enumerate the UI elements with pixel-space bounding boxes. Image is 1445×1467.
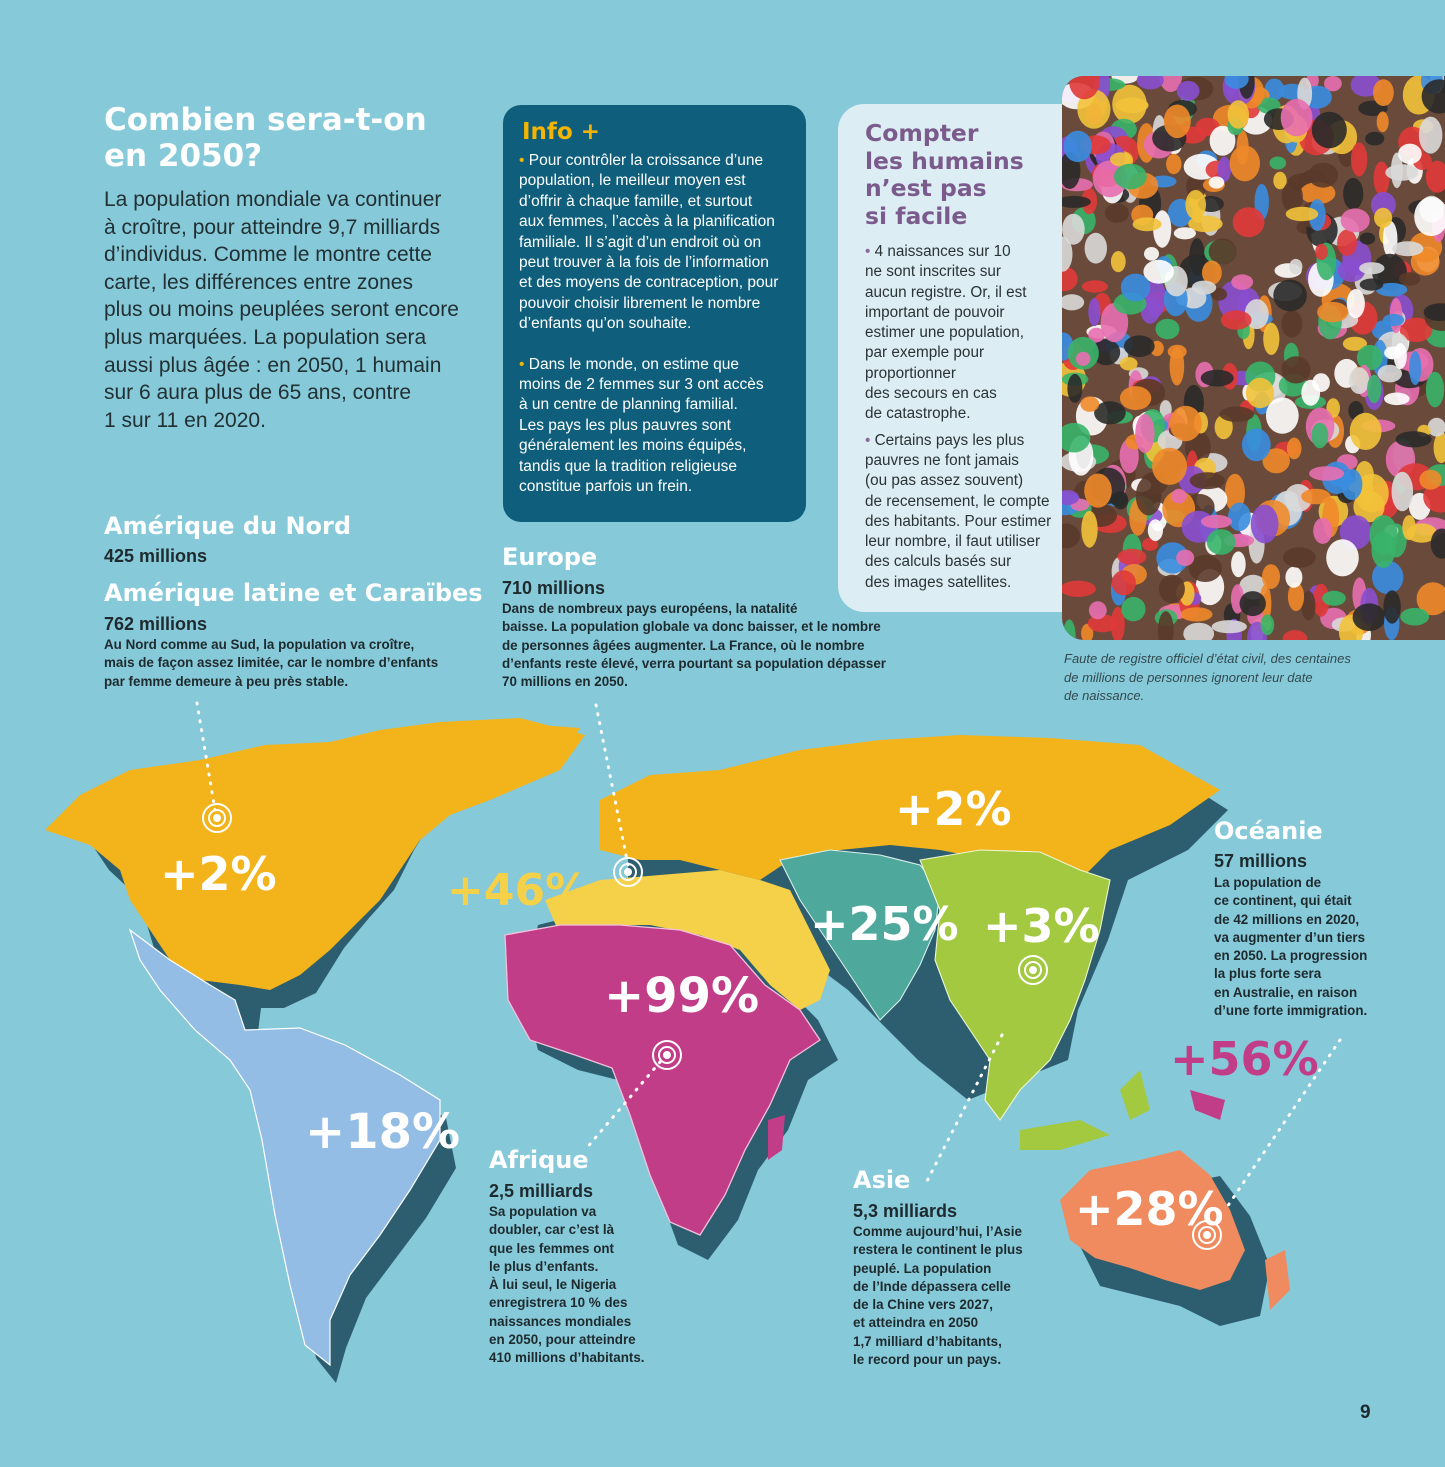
south-asia-growth: +25%	[810, 897, 959, 951]
europe-population: 710 millions	[502, 578, 606, 598]
crowd-texture-dot	[1212, 620, 1247, 633]
crowd-texture-dot	[1133, 217, 1162, 231]
philippines-shape	[1120, 1070, 1150, 1120]
crowd-texture-dot	[1085, 233, 1107, 264]
europe-title: Europe	[502, 543, 598, 571]
crowd-texture-dot	[1246, 378, 1274, 408]
crowd-texture-dot	[1317, 302, 1348, 322]
crowd-texture-dot	[1349, 367, 1369, 394]
crowd-texture-dot	[1281, 99, 1313, 136]
crowd-texture-dot	[1400, 608, 1429, 626]
crowd-texture-dot	[1350, 413, 1382, 450]
crowd-texture-dot	[1209, 176, 1225, 188]
crowd-texture-dot	[1286, 207, 1319, 221]
crowd-texture-dot	[1419, 117, 1443, 154]
crowd-texture-dot	[1266, 397, 1299, 433]
crowd-texture-dot	[1118, 549, 1147, 565]
crowd-texture-dot	[1385, 164, 1418, 180]
crowd-texture-dot	[1089, 601, 1107, 619]
crowd-texture-dot	[1114, 164, 1147, 190]
crowd-texture-dot	[1112, 570, 1136, 595]
crowd-texture-dot	[1105, 203, 1129, 222]
crowd-texture-dot	[1263, 323, 1279, 355]
middle-east-growth: +46%	[447, 865, 590, 916]
crowd-photo	[1062, 76, 1445, 640]
bullet-icon: •	[865, 243, 871, 260]
crowd-texture-dot	[1373, 79, 1394, 106]
crowd-texture-dot	[1228, 503, 1251, 532]
crowd-texture-dot	[1396, 431, 1432, 447]
crowd-texture-dot	[1273, 280, 1307, 312]
crowd-texture-dot	[1240, 591, 1266, 616]
crowd-texture-dot	[1164, 105, 1191, 139]
crowd-texture-dot	[1409, 351, 1421, 385]
crowd-texture-dot	[1326, 539, 1359, 576]
crowd-texture-dot	[1360, 233, 1375, 245]
crowd-texture-dot	[1285, 567, 1302, 588]
crowd-texture-dot	[1374, 208, 1392, 228]
info-title: Info +	[522, 119, 601, 145]
crowd-texture-dot	[1392, 472, 1414, 511]
crowd-texture-dot	[1357, 345, 1383, 370]
crowd-texture-dot	[1170, 347, 1185, 386]
crowd-texture-dot	[1231, 274, 1253, 289]
oceania-islands-growth: +56%	[1170, 1032, 1319, 1086]
crowd-texture-dot	[1312, 423, 1329, 449]
crowd-texture-dot	[1088, 298, 1100, 326]
new-zealand-shape	[1265, 1250, 1290, 1310]
islands-shape	[1020, 1120, 1110, 1150]
crowd-texture-dot	[1230, 145, 1260, 181]
madagascar-shape	[768, 1115, 785, 1160]
crowd-texture-dot	[1120, 357, 1138, 370]
africa-text: Sa population va doubler, car c’est là que les femmes ont le plus d’enfants. À lui seul, le Nigeria enregistrera 10 % des naissances mondiales en 2050, pour atteindre 410 millions d’habitants.	[489, 1204, 645, 1366]
crowd-texture-dot	[1312, 112, 1347, 148]
world-map	[0, 700, 1445, 1400]
crowd-texture-dot	[1359, 262, 1384, 274]
crowd-texture-dot	[1377, 111, 1389, 132]
bullet-icon: •	[519, 355, 525, 373]
africa-population: 2,5 milliards	[489, 1181, 594, 1201]
crowd-texture-dot	[1174, 227, 1196, 239]
asia-title: Asie	[853, 1166, 911, 1194]
crowd-texture-dot	[1370, 515, 1398, 555]
crowd-texture-dot	[1120, 386, 1151, 410]
crowd-texture-dot	[1159, 575, 1185, 604]
crowd-texture-dot	[1270, 157, 1287, 170]
south-america-growth: +18%	[305, 1104, 461, 1160]
crowd-texture-dot	[1351, 142, 1367, 176]
crowd-texture-dot	[1111, 251, 1126, 272]
info-box	[503, 105, 806, 522]
crowd-texture-dot	[1219, 407, 1254, 422]
oceania-population: 57 millions	[1214, 851, 1308, 871]
north-america-population: 425 millions	[104, 546, 208, 566]
crowd-texture-dot	[1135, 414, 1154, 453]
crowd-texture-dot	[1082, 280, 1108, 292]
crowd-texture-dot	[1124, 335, 1155, 357]
russia-growth: +2%	[895, 782, 1012, 836]
crowd-texture-dot	[1166, 154, 1181, 174]
africa-title: Afrique	[489, 1146, 589, 1174]
info-paragraph-1: • Pour contrôler la croissance d’une population, le meilleur moyen est d’offrir à chaque famille, et surtout aux femmes, l’accès à la planification familiale. Il s’agit d’un endroit où on peut trouver à la fois de l’information et des moyens de contraception, pour pouvoir choisir librement le nombre d’enfants qu’on souhaite.	[519, 152, 779, 333]
crowd-texture-dot	[1121, 274, 1150, 302]
crowd-texture-dot	[1148, 519, 1163, 541]
crowd-texture-dot	[1190, 472, 1225, 489]
asia-population: 5,3 milliards	[853, 1201, 958, 1221]
crowd-texture-dot	[1353, 603, 1386, 631]
crowd-texture-dot	[1419, 470, 1441, 490]
crowd-texture-dot	[1221, 310, 1252, 329]
australia-growth: +28%	[1075, 1182, 1224, 1236]
crowd-texture-dot	[1207, 529, 1236, 555]
crowd-texture-dot	[1231, 551, 1246, 577]
crowd-texture-dot	[1374, 162, 1390, 196]
crowd-texture-dot	[1064, 131, 1092, 162]
crowd-texture-dot	[1289, 259, 1302, 274]
crowd-texture-dot	[1156, 319, 1180, 340]
crowd-texture-dot	[1201, 370, 1234, 387]
crowd-texture-dot	[1360, 279, 1384, 291]
crowd-texture-dot	[1428, 418, 1445, 437]
crowd-texture-dot	[1185, 190, 1206, 220]
crowd-texture-dot	[1383, 314, 1404, 326]
africa-growth: +99%	[604, 968, 760, 1024]
north-america-growth: +2%	[160, 847, 277, 901]
crowd-texture-dot	[1152, 448, 1187, 485]
count-paragraph-1: • 4 naissances sur 10 ne sont inscrites sur aucun registre. Or, il est important de pouvoir estimer une population, par exemple pour proportionner des secours en cas de catastrophe.	[865, 243, 1027, 423]
page-title: Combien sera-t-on en 2050?	[104, 102, 427, 174]
crowd-texture-dot	[1283, 547, 1316, 568]
crowd-texture-dot	[1301, 489, 1331, 505]
crowd-texture-dot	[1084, 474, 1112, 508]
crowd-texture-dot	[1383, 590, 1400, 623]
crowd-texture-dot	[1201, 515, 1232, 528]
crowd-texture-dot	[1313, 518, 1332, 544]
crowd-texture-dot	[1343, 178, 1363, 210]
crowd-texture-dot	[1228, 100, 1249, 128]
photo-caption: Faute de registre officiel d’état civil, des centaines de millions de personnes ignorent leur date de naissance.	[1064, 651, 1351, 703]
intro-text: La population mondiale va continuer à croître, pour atteindre 9,7 milliards d’individus. Comme le montre cette carte, les différences entre zones plus ou moins peuplées seront encore plus marquées. La population sera aussi plus âgée : en 2050, 1 humain sur 6 aura plus de 65 ans, contre 1 sur 11 en 2020.	[104, 188, 459, 432]
crowd-texture-dot	[1308, 163, 1338, 188]
crowd-texture-dot	[1309, 466, 1344, 481]
crowd-texture-dot	[1067, 374, 1082, 403]
east-asia-growth: +3%	[983, 899, 1100, 953]
crowd-texture-dot	[1322, 591, 1346, 606]
crowd-texture-dot	[1347, 289, 1365, 318]
crowd-texture-dot	[1192, 281, 1216, 295]
bullet-icon: •	[519, 152, 525, 169]
crowd-texture-dot	[1287, 438, 1302, 460]
crowd-texture-dot	[1181, 607, 1213, 621]
north-america-title: Amérique du Nord	[104, 512, 352, 540]
europe-text: Dans de nombreux pays européens, la natalité baisse. La population globale va donc baisser, et le nombre de personnes âgées augmenter. La France, où le nombre d’enfants reste élevé, verra pourtant sa population dépasser 70 millions en 2050.	[502, 601, 886, 690]
counting-humans-title: Compter les humains n’est pas si facile	[865, 119, 1024, 230]
crowd-photo-image	[1062, 76, 1445, 640]
crowd-texture-dot	[1115, 98, 1148, 114]
crowd-texture-dot	[1315, 244, 1328, 260]
crowd-texture-dot	[1242, 428, 1271, 461]
crowd-texture-dot	[1081, 511, 1097, 548]
crowd-texture-dot	[1365, 132, 1384, 146]
crowd-texture-dot	[1121, 597, 1145, 621]
papua-shape	[1190, 1090, 1225, 1120]
asia-text: Comme aujourd’hui, l’Asie restera le continent le plus peuplé. La population de l’Inde dépassera celle de la Chine vers 2027, et atteindra en 2050 1,7 milliard d’habitants, le record pour un pays.	[853, 1224, 1023, 1368]
crowd-texture-dot	[1144, 247, 1159, 261]
americas-text: Au Nord comme au Sud, la population va croître, mais de façon assez limitée, car le nombre d’enfants par femme demeure à peu près stable.	[104, 637, 439, 689]
crowd-texture-dot	[1426, 372, 1444, 408]
crowd-texture-dot	[1170, 406, 1202, 441]
bullet-icon: •	[865, 431, 871, 449]
page-number: 9	[1360, 1402, 1371, 1423]
count-paragraph-2: • Certains pays les plus pauvres ne font jamais (ou pas assez souvent) de recensement, le compte des habitants. Pour estimer leur nombre, il faut utiliser des calculs basés sur des images satellites.	[865, 431, 1052, 591]
info-paragraph-2: • Dans le monde, on estime que moins de 2 femmes sur 3 ont accès à un centre de planning familial. Les pays les plus pauvres sont généralement les moins équipés, tandis que la tradition religieuse constitue parfois un frein.	[519, 355, 764, 496]
crowd-texture-dot	[1233, 207, 1265, 237]
crowd-texture-dot	[1177, 81, 1200, 101]
crowd-texture-dot	[1176, 550, 1194, 566]
crowd-texture-dot	[1399, 272, 1420, 286]
oceania-text: La population de ce continent, qui était de 42 millions en 2020, va augmenter d’un tiers en 2050. La progression la plus forte sera en Australie, en raison d’une forte immigration.	[1214, 875, 1368, 1019]
latin-america-population: 762 millions	[104, 614, 208, 634]
crowd-texture-dot	[1301, 380, 1320, 406]
crowd-texture-dot	[1341, 208, 1370, 232]
crowd-texture-dot	[1281, 310, 1302, 337]
crowd-texture-dot	[1392, 241, 1423, 256]
oceania-title: Océanie	[1214, 817, 1323, 845]
crowd-texture-dot	[1080, 396, 1099, 411]
crowd-texture-dot	[1337, 230, 1357, 256]
crowd-texture-dot	[1076, 352, 1091, 366]
crowd-texture-dot	[1251, 505, 1279, 544]
crowd-texture-dot	[1281, 356, 1310, 383]
crowd-texture-dot	[1136, 476, 1162, 515]
crowd-texture-dot	[1261, 614, 1275, 635]
crowd-texture-dot	[1143, 260, 1174, 284]
crowd-texture-dot	[1110, 492, 1127, 506]
crowd-texture-dot	[1384, 347, 1401, 360]
crowd-texture-dot	[1171, 489, 1187, 504]
crowd-texture-dot	[1062, 214, 1085, 245]
crowd-texture-dot	[1398, 144, 1422, 164]
latin-america-title: Amérique latine et Caraïbes	[104, 579, 483, 607]
crowd-texture-dot	[1367, 375, 1381, 403]
crowd-texture-dot	[1384, 393, 1410, 406]
